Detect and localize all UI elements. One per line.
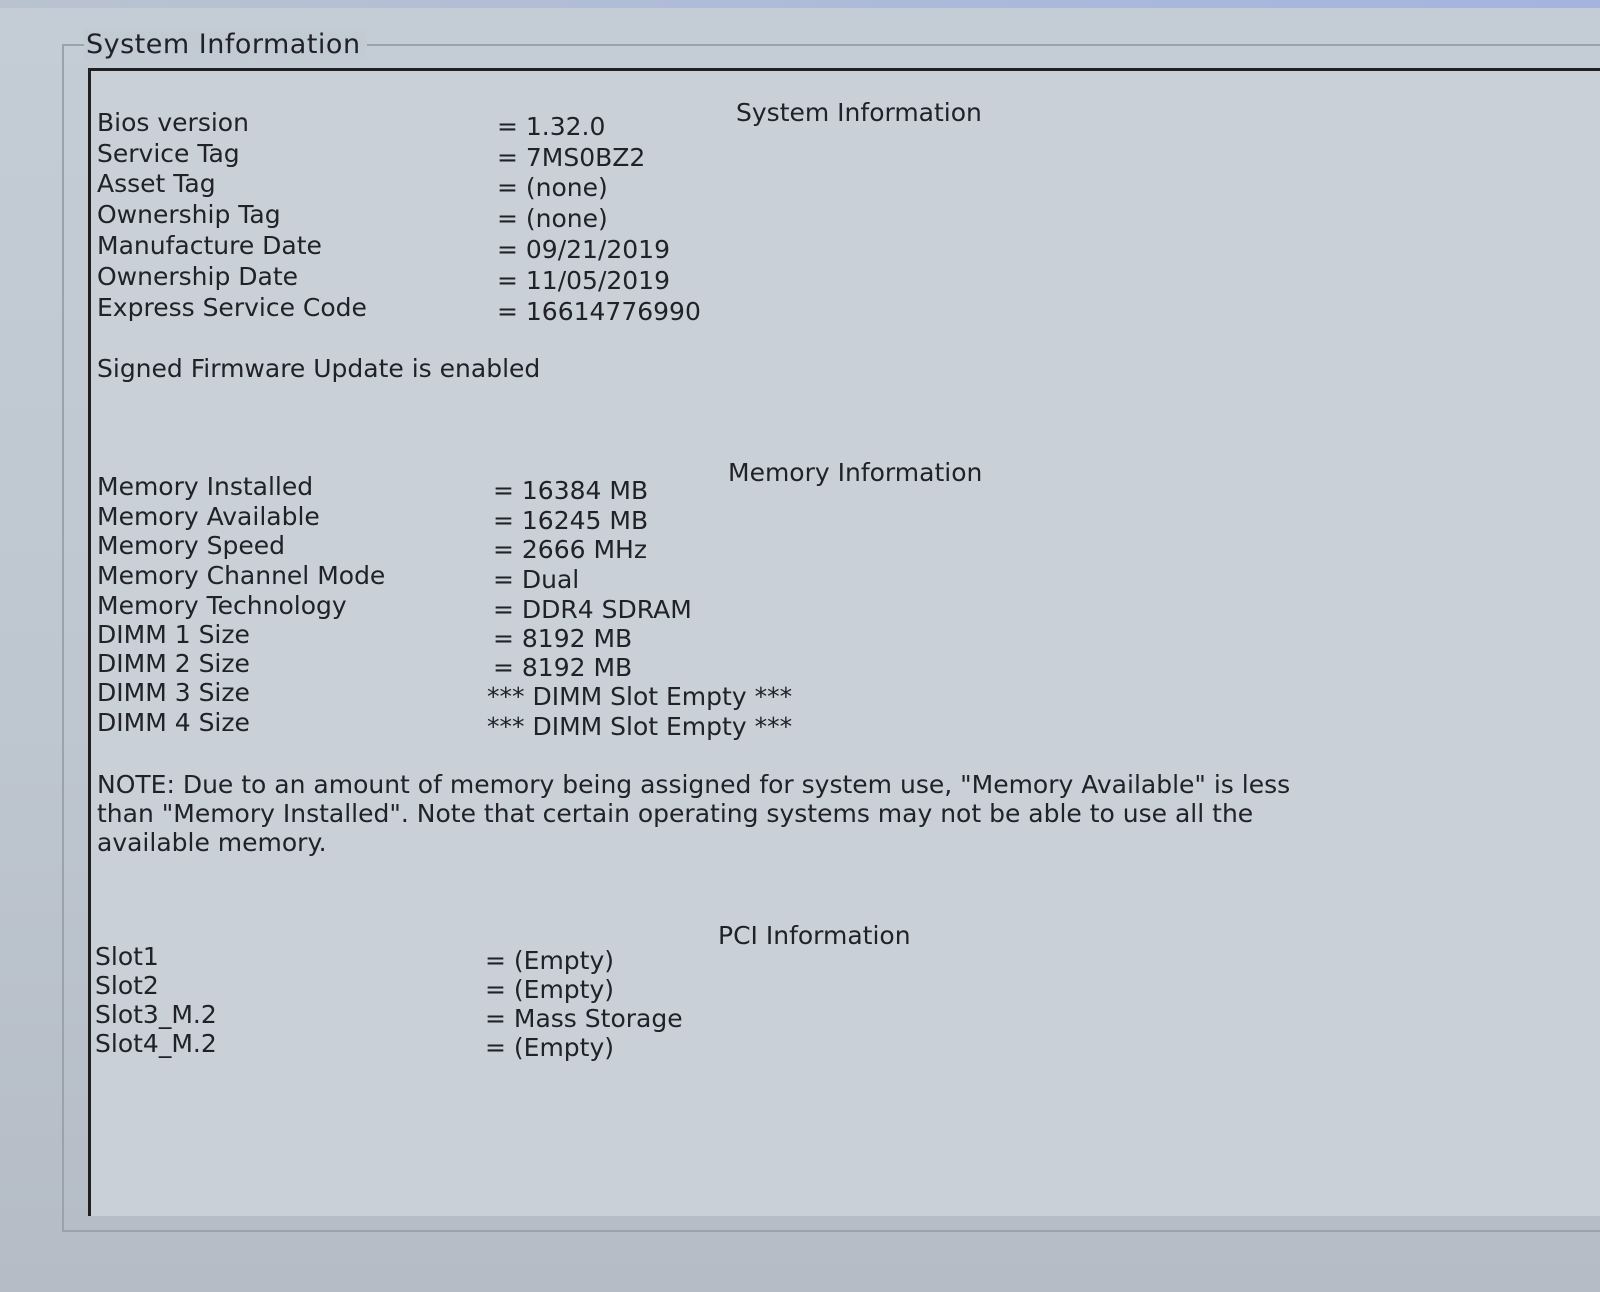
info-row-bios-version — [97, 108, 997, 141]
top-edge — [0, 0, 1600, 8]
row-value: = (Empty) — [485, 1033, 615, 1062]
row-label: Manufacture Date — [97, 231, 322, 260]
info-row-ownership-tag — [97, 200, 997, 233]
row-value: = 16614776990 — [497, 297, 701, 326]
memory-row-speed — [97, 531, 997, 564]
row-label: Express Service Code — [97, 293, 367, 322]
row-label: Ownership Tag — [97, 200, 281, 229]
row-value: = 1.32.0 — [497, 112, 606, 141]
system-info-heading: System Information — [736, 98, 982, 127]
info-row-manufacture-date — [97, 231, 997, 264]
pci-row-slot2 — [95, 971, 995, 1004]
info-row-ownership-date — [97, 262, 997, 295]
row-label: Slot3_M.2 — [95, 1000, 217, 1029]
memory-row-dimm4 — [97, 708, 997, 741]
row-label: Slot4_M.2 — [95, 1029, 217, 1058]
memory-row-channel-mode — [97, 561, 997, 594]
row-value: = 16245 MB — [493, 506, 649, 535]
row-value: *** DIMM Slot Empty *** — [487, 712, 793, 741]
memory-row-available — [97, 502, 997, 535]
row-label: Memory Speed — [97, 531, 285, 560]
row-label: Bios version — [97, 108, 249, 137]
row-label: Memory Available — [97, 502, 320, 531]
info-row-service-tag — [97, 139, 997, 172]
row-value: = Mass Storage — [485, 1004, 683, 1033]
memory-row-dimm2 — [97, 649, 997, 682]
row-label: Slot2 — [95, 971, 159, 1000]
row-label: Asset Tag — [97, 169, 216, 198]
row-label: Slot1 — [95, 942, 159, 971]
row-value: = Dual — [493, 565, 580, 594]
row-value: = (Empty) — [485, 946, 615, 975]
firmware-status-text: Signed Firmware Update is enabled — [97, 354, 541, 383]
row-label: Ownership Date — [97, 262, 299, 291]
memory-info-heading: Memory Information — [728, 458, 983, 487]
info-row-asset-tag — [97, 169, 997, 202]
memory-note — [97, 770, 1457, 857]
memory-row-installed — [97, 472, 997, 505]
row-value: = 7MS0BZ2 — [497, 143, 646, 172]
pci-row-slot4-m2 — [95, 1029, 995, 1062]
row-value: *** DIMM Slot Empty *** — [487, 682, 793, 711]
row-value: = 2666 MHz — [493, 535, 647, 564]
note-line: available memory. — [97, 828, 327, 857]
row-label: Service Tag — [97, 139, 240, 168]
row-value: = 11/05/2019 — [497, 266, 670, 295]
row-label: Memory Installed — [97, 472, 314, 501]
memory-row-dimm1 — [97, 620, 997, 653]
row-label: DIMM 1 Size — [97, 620, 250, 649]
row-label: DIMM 2 Size — [97, 649, 250, 678]
row-value: = 8192 MB — [493, 653, 633, 682]
row-value: = DDR4 SDRAM — [493, 595, 692, 624]
info-row-express-service-code — [97, 293, 997, 326]
note-line: NOTE: Due to an amount of memory being assigned for system use, "Memory Available" is less — [97, 770, 1291, 799]
pci-row-slot3-m2 — [95, 1000, 995, 1033]
row-value: = (Empty) — [485, 975, 615, 1004]
groupbox-title: System Information — [84, 29, 367, 60]
memory-row-dimm3 — [97, 678, 997, 711]
memory-row-technology — [97, 591, 997, 624]
row-label: DIMM 3 Size — [97, 678, 250, 707]
row-label: DIMM 4 Size — [97, 708, 250, 737]
row-value: = (none) — [497, 204, 608, 233]
row-value: = 8192 MB — [493, 624, 633, 653]
row-label: Memory Channel Mode — [97, 561, 386, 590]
row-value: = (none) — [497, 173, 608, 202]
row-value: = 16384 MB — [493, 476, 649, 505]
pci-row-slot1 — [95, 942, 995, 975]
row-label: Memory Technology — [97, 591, 347, 620]
note-line: than "Memory Installed". Note that certain operating systems may not be able to use all the — [97, 799, 1254, 828]
pci-info-heading: PCI Information — [718, 921, 911, 950]
row-value: = 09/21/2019 — [497, 235, 670, 264]
